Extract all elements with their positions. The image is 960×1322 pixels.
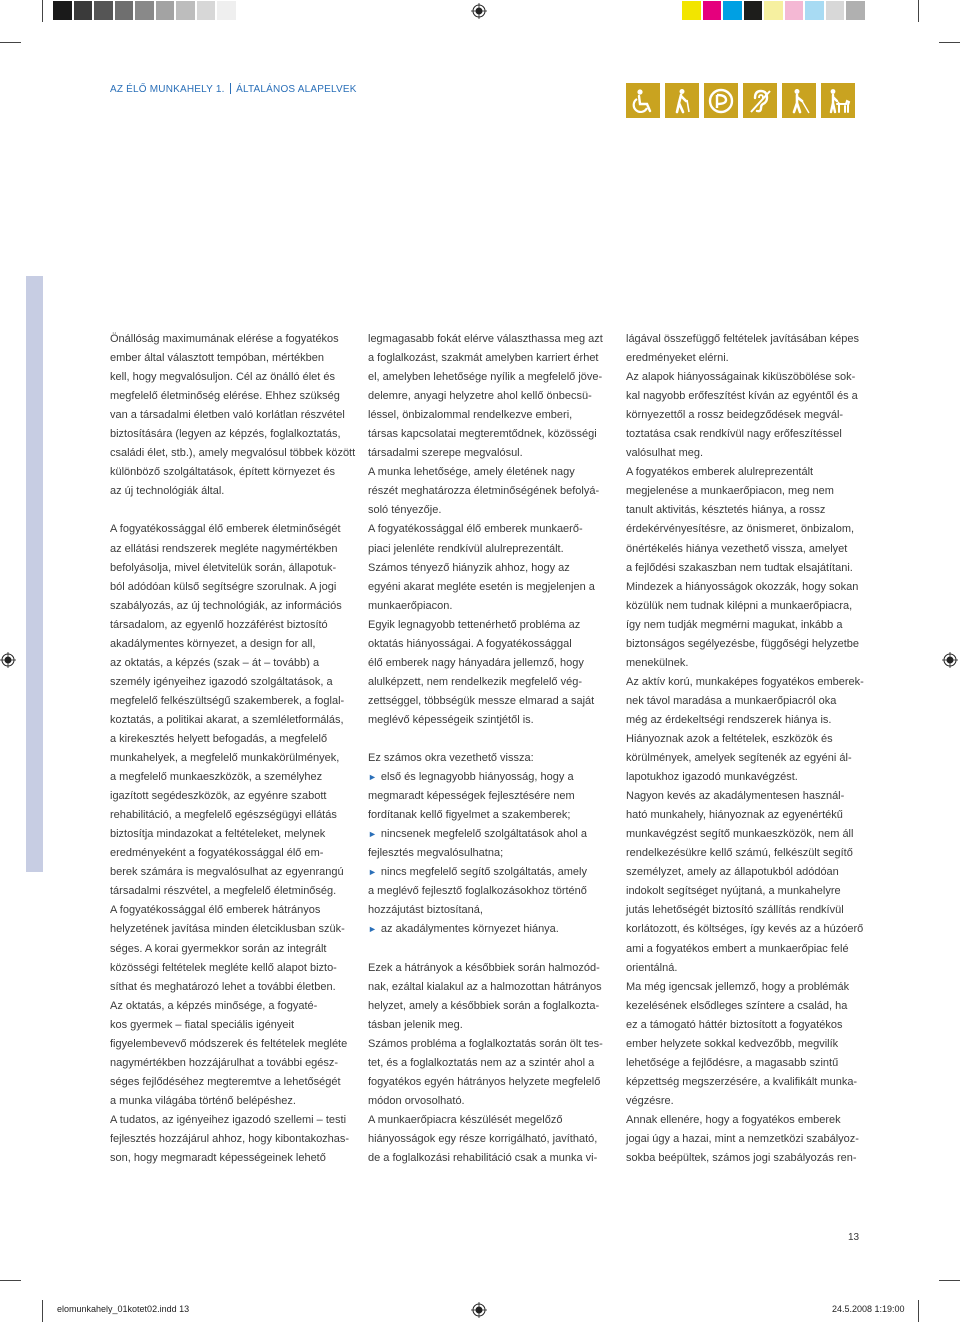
- text-line: a foglalkozást, szakmát amelyben karriert érhet: [368, 352, 599, 365]
- text-line: Annak ellenére, hogy a fogyatékos emberek: [626, 1113, 841, 1126]
- text-line: társadalmi szerepe megvalósul.: [368, 447, 523, 460]
- text-line: megjelenése a munkaerőpiacon, meg nem: [626, 485, 834, 498]
- text-line: a munka világába történő belépéshez.: [110, 1094, 296, 1107]
- running-header: [110, 83, 357, 95]
- text-line: munkavégzést segítő munkaeszközök, nem áll: [626, 828, 854, 841]
- text-line: fordítanak kellő figyelmet a szakemberek;: [368, 809, 571, 822]
- color-swatch: [196, 0, 217, 21]
- text-line: akadálymentes környezet, a design for all,: [110, 637, 316, 650]
- color-swatch: [175, 0, 196, 21]
- text-line: megmaradt képességek fejlesztésére nem: [368, 790, 575, 803]
- bullet-text: nincs megfelelő segítő szolgáltatás, amely: [380, 866, 587, 879]
- text-line: így nem tudják megmérni magukat, inkább a: [626, 618, 843, 631]
- text-line: közülük nem tudnak kilépni a munkaerőpiacra,: [626, 599, 853, 612]
- text-line: képzettség megszerzésére, a kvalifikált munka-: [626, 1075, 858, 1088]
- paragraph-gap: [368, 730, 604, 749]
- arrow-bullet-icon: ►: [368, 924, 377, 935]
- text-line: Egyik legnagyobb tettenérhető probléma az: [368, 618, 581, 631]
- text-line: biztosítására (legyen az képzés, foglalkoztatás,: [110, 428, 341, 441]
- registration-mark-icon: [471, 3, 487, 19]
- text-line: toztatása csak rendkívül nagy erőfeszítéssel: [626, 428, 842, 441]
- color-swatch: [155, 0, 176, 21]
- text-line: biztosítja mindazokat a feltételeket, melynek: [110, 828, 326, 841]
- text-line: meglévő képességeik szintjétől is.: [368, 713, 534, 726]
- text-line: igazított segédeszközök, az egyénre szabott: [110, 790, 327, 803]
- text-column-2: [368, 330, 604, 1168]
- color-swatch: [845, 0, 866, 21]
- text-line: Az aktív korú, munkaképes fogyatékos emberek-: [626, 675, 864, 688]
- text-line: figyelembevevő módszerek és feltételek megléte: [110, 1037, 348, 1050]
- arrow-bullet-icon: ►: [368, 867, 377, 878]
- text-line: sokba beépültek, számos jogi szabályozás ren-: [626, 1152, 857, 1165]
- text-line: orientálná.: [626, 961, 678, 974]
- text-line: helyzetének javítása minden életciklusban szük-: [110, 923, 345, 936]
- side-color-bar: [26, 276, 43, 872]
- text-column-1: [110, 330, 356, 1168]
- text-line: az új technológiák által.: [110, 485, 225, 498]
- text-line: Ma még igencsak jellemző, hogy a problémák: [626, 980, 850, 993]
- text-line: különböző szolgáltatások, épített környezet és: [110, 466, 336, 479]
- text-line: kos gyermek – fiatal speciális igényeit: [110, 1018, 295, 1031]
- crop-mark: [42, 0, 43, 22]
- bullet-text: nincsenek megfelelő szolgáltatások ahol a: [380, 828, 587, 841]
- text-line: kal nagyobb erőfeszítést kíván az egyéntől és a: [626, 390, 858, 403]
- elderly-person-cane-icon: [665, 83, 699, 118]
- text-line: ember által választott tempóban, mértékben: [110, 352, 325, 365]
- text-line: nak, ezáltal kialakul az a halmozottan hátrányos: [368, 980, 602, 993]
- text-line: Az alapok hiányosságainak kiküszöbölése sok-: [626, 371, 856, 384]
- text-line: síthat és meghatározó lehet a további életben.: [110, 980, 336, 993]
- text-line: környezettől a rossz beidegződések megvál-: [626, 409, 844, 422]
- text-line: [368, 920, 604, 939]
- hearing-impairment-icon: [743, 83, 777, 118]
- text-line: ható munkahely, hiányoznak az egyenértékű: [626, 809, 843, 822]
- text-line: piaci jelenléte rendkívül alulreprezentált.: [368, 542, 564, 555]
- color-swatch: [763, 0, 784, 21]
- color-swatch: [804, 0, 825, 21]
- text-line: soló tényezője.: [368, 504, 442, 517]
- color-swatch: [52, 0, 73, 21]
- bullet-text: az akadálymentes környezet hiánya.: [380, 923, 559, 936]
- crop-mark: [42, 1300, 43, 1322]
- text-line: eredményeket elérni.: [626, 352, 729, 365]
- header-chapter: ÁLTALÁNOS ALAPELVEK: [236, 84, 357, 95]
- text-line: jogai úgy a hazai, mint a nemzetközi szabályoz-: [626, 1132, 859, 1145]
- accessibility-icon-row: [626, 83, 855, 118]
- crop-mark: [939, 42, 960, 43]
- text-line: lágával összefüggő feltételek javításában képes: [626, 333, 859, 345]
- text-line: a fejlődési szakaszban nem tudtak elsajátítani.: [626, 561, 853, 574]
- text-line: séges fejlődéséhez megteremtve a lehetőségét: [110, 1075, 341, 1088]
- text-line: megfelelő életminőség elérése. Ehhez szükség: [110, 390, 340, 403]
- text-line: kezelésének elsődleges színtere a család, ha: [626, 999, 848, 1012]
- bullet-text: első és legnagyobb hiányosság, hogy a: [380, 771, 574, 784]
- text-line: társas kapcsolatai megteremtődnek, közösségi: [368, 428, 597, 441]
- wheelchair-icon: [626, 83, 660, 118]
- guide-dog-icon: [821, 83, 855, 118]
- text-line: az ellátási rendszerek megléte nagymértékben: [110, 542, 338, 555]
- registration-mark-icon: [0, 652, 16, 668]
- text-line: családi élet, stb.), amely megvalósul többek között: [110, 447, 356, 460]
- grayscale-swatches: [52, 0, 237, 21]
- text-line: Hiányoznak azok a feltételek, eszközök és: [626, 732, 833, 745]
- text-line: léssel, önbizalommal rendelkezve emberi,: [368, 409, 573, 422]
- header-separator: [230, 83, 232, 94]
- crop-mark: [918, 1300, 919, 1322]
- text-line: de a foglalkozási rehabilitáció csak a munka vi-: [368, 1152, 598, 1165]
- text-line: A munka lehetősége, amely életének nagy: [368, 466, 575, 479]
- page-number: 13: [848, 1232, 860, 1243]
- text-line: részét meghatározza életminőségének befolyá-: [368, 485, 600, 498]
- text-line: nek távol maradása a munkaerőpiacról oka: [626, 694, 837, 707]
- text-line: van a társadalmi életben való korlátlan részvétel: [110, 409, 345, 422]
- color-swatch: [784, 0, 805, 21]
- color-swatch: [702, 0, 723, 21]
- registration-mark-icon: [471, 1302, 487, 1318]
- text-line: tet, és a foglalkoztatás nem az a szintér ahol a: [368, 1056, 595, 1069]
- footer-file-name: elomunkahely_01kotet02.indd 13: [57, 1304, 190, 1314]
- text-line: személy igényeihez igazodó szolgáltatások, a: [110, 675, 333, 688]
- text-line: tásban jelenik meg.: [368, 1018, 463, 1031]
- header-section: AZ ÉLŐ MUNKAHELY 1.: [110, 84, 225, 95]
- text-line: hiányosságok egy része korrigálható, javítható,: [368, 1132, 598, 1145]
- text-line: [368, 825, 604, 844]
- text-line: végzésre.: [626, 1094, 674, 1107]
- text-line: befolyásolja, mivel életvitelük során, állapotuk-: [110, 561, 337, 574]
- text-line: hozzájutást biztosítaná,: [368, 904, 483, 917]
- text-line: A fogyatékossággal élő emberek munkaerő-: [368, 523, 583, 536]
- text-line: A tudatos, az igényeihez igazodó szellemi – testi: [110, 1113, 347, 1126]
- text-line: alulképzett, nem rendelkezik megfelelő vég-: [368, 675, 583, 688]
- text-line: Számos tényező hiányzik ahhoz, hogy az: [368, 561, 570, 574]
- text-line: A fogyatékossággal élő emberek hátrányos: [110, 904, 321, 917]
- color-swatch: [681, 0, 702, 21]
- text-line: ból adódóan külső segítségre szorulnak. A jogi: [110, 580, 337, 593]
- text-line: élő emberek nagy hányadára jellemző, hogy: [368, 656, 584, 669]
- color-swatch: [134, 0, 155, 21]
- text-line: társadalmi részvétel, a megfelelő életminőség.: [110, 885, 337, 898]
- blind-person-cane-icon: [782, 83, 816, 118]
- registration-mark-icon: [942, 652, 958, 668]
- text-line: A munkaerőpiacra készülését megelőző: [368, 1113, 563, 1126]
- text-line: ember helyzete sokkal kedvezőbb, megvilík: [626, 1037, 839, 1050]
- text-line: önértékelés hiánya vezethető vissza, amelyet: [626, 542, 848, 555]
- crop-mark: [918, 0, 919, 22]
- text-line: kell, hogy megvalósuljon. Cél az önálló élet és: [110, 371, 336, 384]
- text-line: a megfelelő munkaeszközök, a személyhez: [110, 771, 323, 784]
- text-line: szabályozás, az új technológiák, az információs: [110, 599, 342, 612]
- footer-timestamp: 24.5.2008 1:19:00: [832, 1304, 905, 1314]
- text-line: személyzet, amely az állapotukból adódóan: [626, 866, 839, 879]
- arrow-bullet-icon: ►: [368, 772, 377, 783]
- text-line: munkaerőpiacon.: [368, 599, 453, 612]
- text-line: módon orvosolható.: [368, 1094, 465, 1107]
- text-line: son, hogy megmaradt képességeinek lehető: [110, 1152, 326, 1165]
- text-line: megfelelő felkészültségű szakemberek, a foglal-: [110, 694, 345, 707]
- text-line: [368, 863, 604, 882]
- text-line: el, amelyben lehetősége nyílik a megfelelő jöve-: [368, 371, 603, 384]
- text-line: társadalom, az egyenlő hozzáférést biztosító: [110, 618, 328, 631]
- text-line: egyéni akarat megléte esetén is megjelenjen a: [368, 580, 595, 593]
- text-line: érdekérvényesítésre, az önismeret, önbizalom,: [626, 523, 855, 536]
- text-line: Önállóság maximumának elérése a fogyatékos: [110, 333, 339, 345]
- text-line: séges. A korai gyermekkor során az integrált: [110, 942, 327, 955]
- text-line: Számos probléma a foglalkoztatás során ölt tes-: [368, 1037, 603, 1050]
- crop-mark: [0, 1280, 21, 1281]
- text-line: valósulhat meg.: [626, 447, 704, 460]
- text-line: berek számára is megvalósulhat az egyenrangú: [110, 866, 344, 879]
- text-line: Az oktatás, a képzés minősége, a fogyaté-: [110, 999, 318, 1012]
- text-line: lapotukhoz igazodó munkavégzést.: [626, 771, 798, 784]
- text-line: rendelkezésükre kellő számú, felkészült segítő: [626, 847, 853, 860]
- text-line: közösségi feltételek megléte kellő alapot bizto-: [110, 961, 337, 974]
- text-line: eredményeként a fogyatékossággal élő em-: [110, 847, 324, 860]
- color-swatch: [93, 0, 114, 21]
- text-column-3: [626, 330, 862, 1168]
- text-line: lehetősége a fejlődésre, a magasabb szintű: [626, 1056, 839, 1069]
- text-line: biztonságos segélyezésbe, függőségi helyzetbe: [626, 637, 859, 650]
- text-line: a kirekesztés helyett befogadás, a megfelelő: [110, 732, 328, 745]
- color-swatch: [722, 0, 743, 21]
- text-line: ez a támogató háttér biztosított a fogyatékos: [626, 1018, 843, 1031]
- text-line: delemre, anyagi helyzetre ahol kellő önbecsü-: [368, 390, 592, 403]
- text-line: még az érdekeltségi rendszerek hiánya is.: [626, 713, 832, 726]
- text-line: fejlesztés hozzájárul ahhoz, hogy kibontakozhas-: [110, 1132, 350, 1145]
- text-line: A fogyatékossággal élő emberek életminőségét: [110, 523, 341, 536]
- crop-mark: [939, 1280, 960, 1281]
- text-line: helyzet, amely a későbbiek során a foglalkozta-: [368, 999, 600, 1012]
- paragraph-gap: [368, 940, 604, 959]
- color-swatch: [743, 0, 764, 21]
- text-line: fogyatékos egyén hátrányos helyzete megfelelő: [368, 1075, 601, 1088]
- text-line: ami a fogyatékos embert a munkaerőpiac felé: [626, 942, 849, 955]
- paragraph-gap: [110, 501, 346, 520]
- text-line: a meglévő fejlesztő foglalkozásokhoz történő: [368, 885, 587, 898]
- text-line: menekülnek.: [626, 656, 689, 669]
- text-line: munkahelyek, a megfelelő munkakörülmények,: [110, 752, 340, 765]
- text-line: [368, 768, 604, 787]
- text-line: zettséggel, többségük messze elmarad a saját: [368, 694, 595, 707]
- text-line: fejlesztés megvalósulhatna;: [368, 847, 504, 860]
- color-swatch: [114, 0, 135, 21]
- text-line: jutás lehetőségét biztosító szállítás rendkívül: [626, 904, 844, 917]
- text-line: Nagyon kevés az akadálymentesen használ-: [626, 790, 845, 803]
- text-line: indokolt segítséget nyújtaná, a munkahelyre: [626, 885, 841, 898]
- text-line: rehabilitáció, a megfelelő egészségügyi ellátás: [110, 809, 337, 822]
- text-line: nagymértékben hozzájárulhat a további egész-: [110, 1056, 339, 1069]
- text-line: tanult aktivitás, késztetés hiánya, a rossz: [626, 504, 826, 517]
- text-line: oktatás hiányosságai. A fogyatékossággal: [368, 637, 572, 650]
- color-swatch: [73, 0, 94, 21]
- text-line: Mindezek a hiányosságok okozzák, hogy sokan: [626, 580, 859, 593]
- text-line: korlátozott, és költséges, így kevés az a húzóerő: [626, 923, 864, 936]
- arrow-bullet-icon: ►: [368, 829, 377, 840]
- text-line: koztatás, a politikai akarat, a szemléletformálás,: [110, 713, 344, 726]
- crop-mark: [0, 42, 21, 43]
- text-line: legmagasabb fokát elérve választhassa meg azt: [368, 333, 603, 345]
- text-line: Ez számos okra vezethető vissza:: [368, 752, 534, 765]
- text-line: az oktatás, a képzés (szak – át – tovább) a: [110, 656, 320, 669]
- color-swatch: [825, 0, 846, 21]
- color-swatches: [681, 0, 866, 21]
- color-swatch: [216, 0, 237, 21]
- speech-impairment-icon: [704, 83, 738, 118]
- text-line: körülmények, amelyek segítenék az egyéni ál-: [626, 752, 852, 765]
- text-line: Ezek a hátrányok a későbbiek során halmozód-: [368, 961, 600, 974]
- text-line: A fogyatékos emberek alulreprezentált: [626, 466, 814, 479]
